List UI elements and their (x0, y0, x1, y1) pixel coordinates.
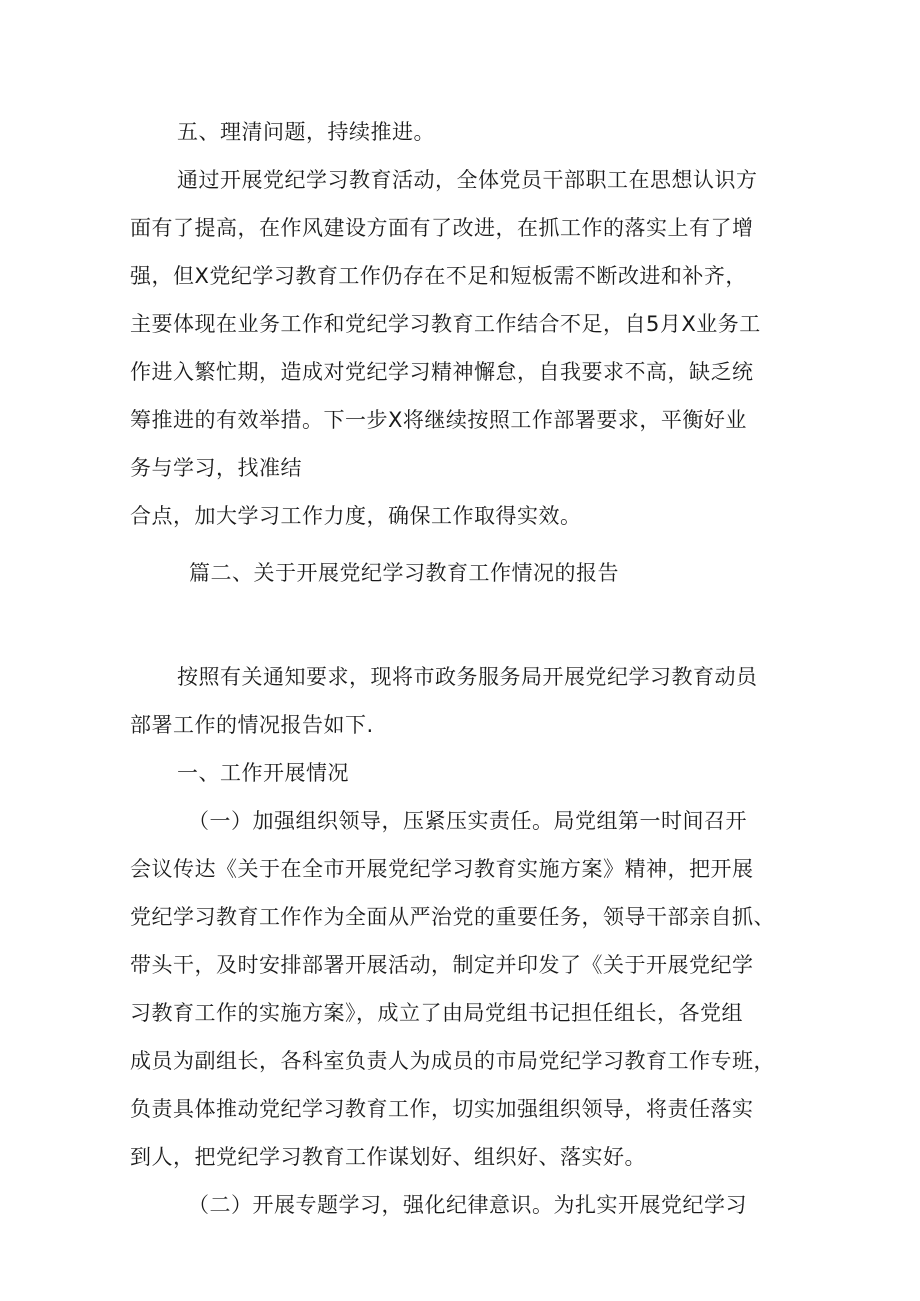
paragraph-line: 到人，把党纪学习教育工作谋划好、组织好、落实好。 (130, 1145, 646, 1169)
paragraph-line: 面有了提高，在作风建设方面有了改进，在抓工作的落实上有了增 (130, 216, 754, 240)
paragraph-line: 负责具体推动党纪学习教育工作，切实加强组织领导，将责任落实 (130, 1097, 754, 1121)
paragraph-line: 作进入繁忙期，造成对党纪学习精神懈怠，自我要求不高，缺乏统 (130, 360, 754, 384)
article2-title: 篇二、关于开展党纪学习教育工作情况的报告 (189, 561, 619, 585)
part1-heading: 一、工作开展情况 (177, 761, 349, 785)
paragraph-line: 务与学习，找准结 (130, 456, 302, 480)
paragraph-line: 带头干，及时安排部署开展活动，制定并印发了《关于开展党纪学 (130, 953, 754, 977)
section5-heading: 五、理清问题，持续推进。 (177, 120, 435, 144)
paragraph-line: 成员为副组长，各科室负责人为成员的市局党纪学习教育工作专班， (130, 1049, 775, 1073)
paragraph-line: 通过开展党纪学习教育活动，全体党员干部职工在思想认识方 (177, 168, 758, 192)
paragraph-line: 筹推进的有效举措。下一步X将继续按照工作部署要求，平衡好业 (130, 408, 747, 432)
paragraph-line: 合点，加大学习工作力度，确保工作取得实效。 (130, 504, 582, 528)
paragraph-line: 党纪学习教育工作作为全面从严治党的重要任务，领导干部亲自抓、 (130, 905, 775, 929)
paragraph-line: （二）开展专题学习，强化纪律意识。为扎实开展党纪学习 (188, 1193, 747, 1217)
paragraph-line: （一）加强组织领导，压紧压实责任。局党组第一时间召开 (188, 809, 747, 833)
paragraph-line: 按照有关通知要求，现将市政务服务局开展党纪学习教育动员 (177, 665, 758, 689)
paragraph-line: 主要体现在业务工作和党纪学习教育工作结合不足，自5月X业务工 (130, 312, 761, 336)
paragraph-line: 强，但X党纪学习教育工作仍存在不足和短板需不断改进和补齐， (130, 264, 747, 288)
paragraph-line: 部署工作的情况报告如下. (130, 713, 374, 737)
paragraph-line: 习教育工作的实施方案》，成立了由局党组书记担任组长，各党组 (130, 1001, 743, 1025)
paragraph-line: 会议传达《关于在全市开展党纪学习教育实施方案》精神，把开展 (130, 857, 754, 881)
